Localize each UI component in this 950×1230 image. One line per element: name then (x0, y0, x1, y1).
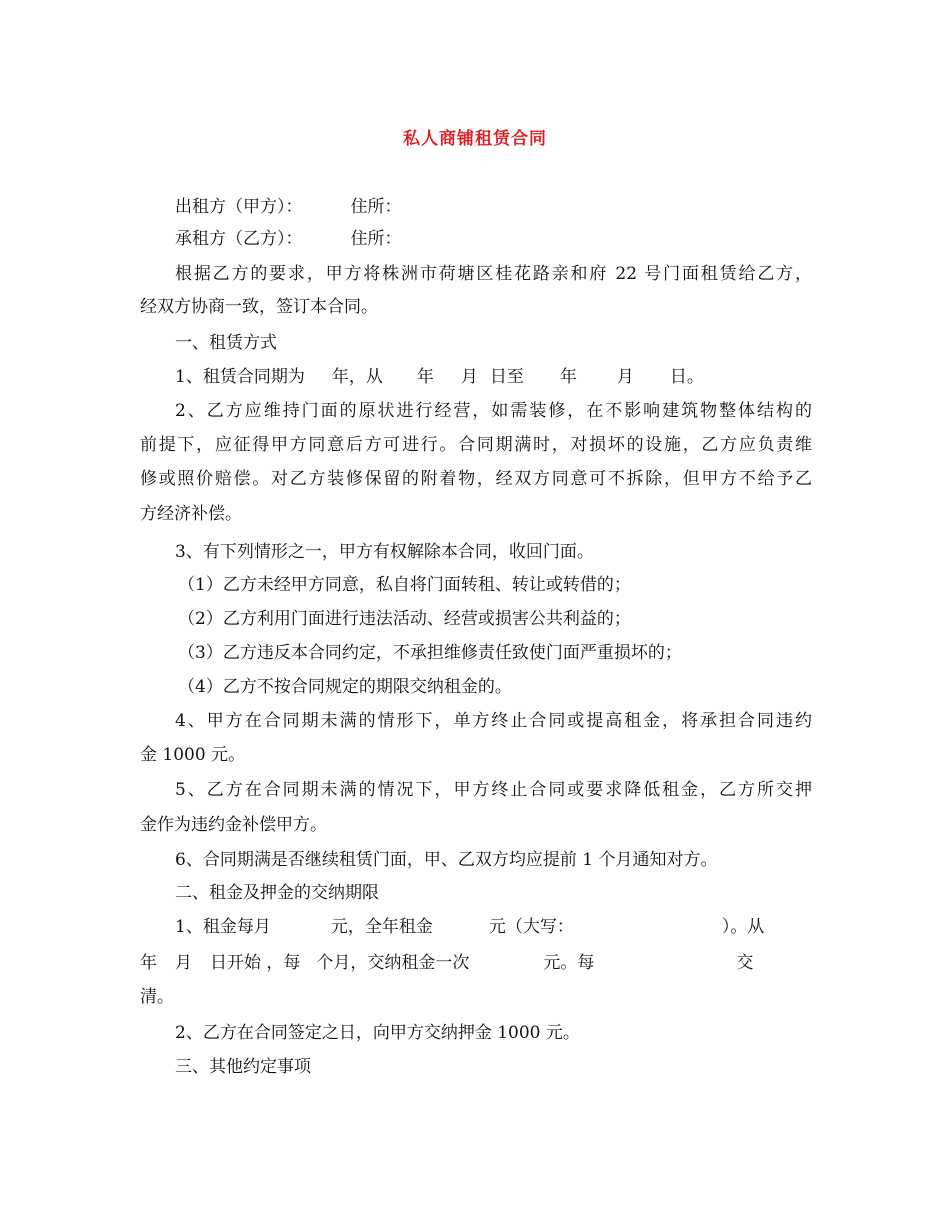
section2-item2: 2、乙方在合同签定之日，向甲方交纳押金 1000 元。 (175, 1023, 580, 1043)
term-label: 1、租赁合同期为 (175, 367, 305, 387)
section1-item5-line2: 金作为违约金补偿甲方。 (140, 815, 327, 835)
section1-item2-line2: 前提下，应征得甲方同意后方可进行。合同期满时，对损坏的设施，乙方应负责维 (140, 435, 812, 455)
section1-item4-line2: 金 1000 元。 (140, 745, 246, 765)
lessor-line (175, 196, 812, 218)
section3-heading: 三、其他约定事项 (175, 1057, 311, 1077)
pay-interval: 个月，交纳租金一次 (316, 953, 470, 973)
section2-heading: 二、租金及押金的交纳期限 (175, 883, 379, 903)
from-label: ）。从 (721, 917, 765, 937)
start-month: 月 (460, 367, 478, 387)
amount-in-words-label: 元（大写： (488, 917, 574, 937)
annual-rent-label: 元，全年租金 (330, 917, 433, 937)
pay-start-year: 年 (140, 953, 157, 973)
end-year: 年 (559, 367, 577, 387)
section2-item1-line3: 清。 (140, 987, 174, 1007)
document-title: 私人商铺租赁合同 (403, 129, 547, 149)
pay-start-month: 月 (175, 953, 192, 973)
section2-item1-line1 (175, 916, 812, 938)
intro-line-1: 根据乙方的要求，甲方将株洲市荷塘区桂花路亲和府 22 号门面租赁给乙方， (175, 264, 812, 284)
section1-item2-line4: 方经济补偿。 (140, 504, 242, 524)
section2-item1-line2 (140, 952, 812, 974)
section1-heading: 一、租赁方式 (175, 333, 277, 353)
section1-item4-line1: 4、甲方在合同期未满的情形下，单方终止合同或提高租金，将承担合同违约 (175, 711, 812, 731)
lessee-label: 承租方（乙方）： (175, 229, 303, 249)
section1-item2-line1: 2、乙方应维持门面的原状进行经营，如需装修，在不影响建筑物整体结构的 (175, 401, 812, 421)
start-year: 年 (416, 367, 434, 387)
end-day: 日。 (669, 367, 704, 387)
start-day-to: 日至 (489, 367, 524, 387)
section1-item3: 3、有下列情形之一，甲方有权解除本合同，收回门面。 (175, 542, 594, 562)
lessee-line (175, 228, 812, 250)
section1-item6: 6、合同期满是否继续租赁门面，甲、乙双方均应提前 1 个月通知对方。 (175, 850, 718, 870)
intro-line-2: 经双方协商一致，签订本合同。 (140, 297, 378, 317)
settle-label: 交 (736, 953, 754, 973)
termination-case-3: （3）乙方违反本合同约定，不承担维修责任致使门面严重损坏的； (178, 643, 682, 663)
section1-item2-line3: 修或照价赔偿。对乙方装修保留的附着物，经双方同意可不拆除，但甲方不给予乙 (140, 469, 812, 489)
termination-case-4: （4）乙方不按合同规定的期限交纳租金的。 (178, 677, 512, 697)
pay-amount-label: 元。每 (543, 953, 595, 973)
monthly-rent-label: 1、租金每月 (175, 917, 271, 937)
section1-item5-line1: 5、乙方在合同期未满的情况下，甲方终止合同或要求降低租金，乙方所交押 (175, 780, 812, 800)
term-years: 年，从 (331, 367, 383, 387)
lessee-address-label: 住所： (350, 229, 402, 249)
section1-item1 (175, 366, 812, 388)
termination-case-1: （1）乙方未经甲方同意，私自将门面转租、转让或转借的； (178, 575, 631, 595)
termination-case-2: （2）乙方利用门面进行违法活动、经营或损害公共利益的； (178, 609, 631, 629)
lessor-address-label: 住所： (350, 197, 402, 217)
pay-start-day: 日开始 ，每 (210, 953, 301, 973)
end-month: 月 (616, 367, 634, 387)
lessor-label: 出租方（甲方）： (175, 197, 303, 217)
